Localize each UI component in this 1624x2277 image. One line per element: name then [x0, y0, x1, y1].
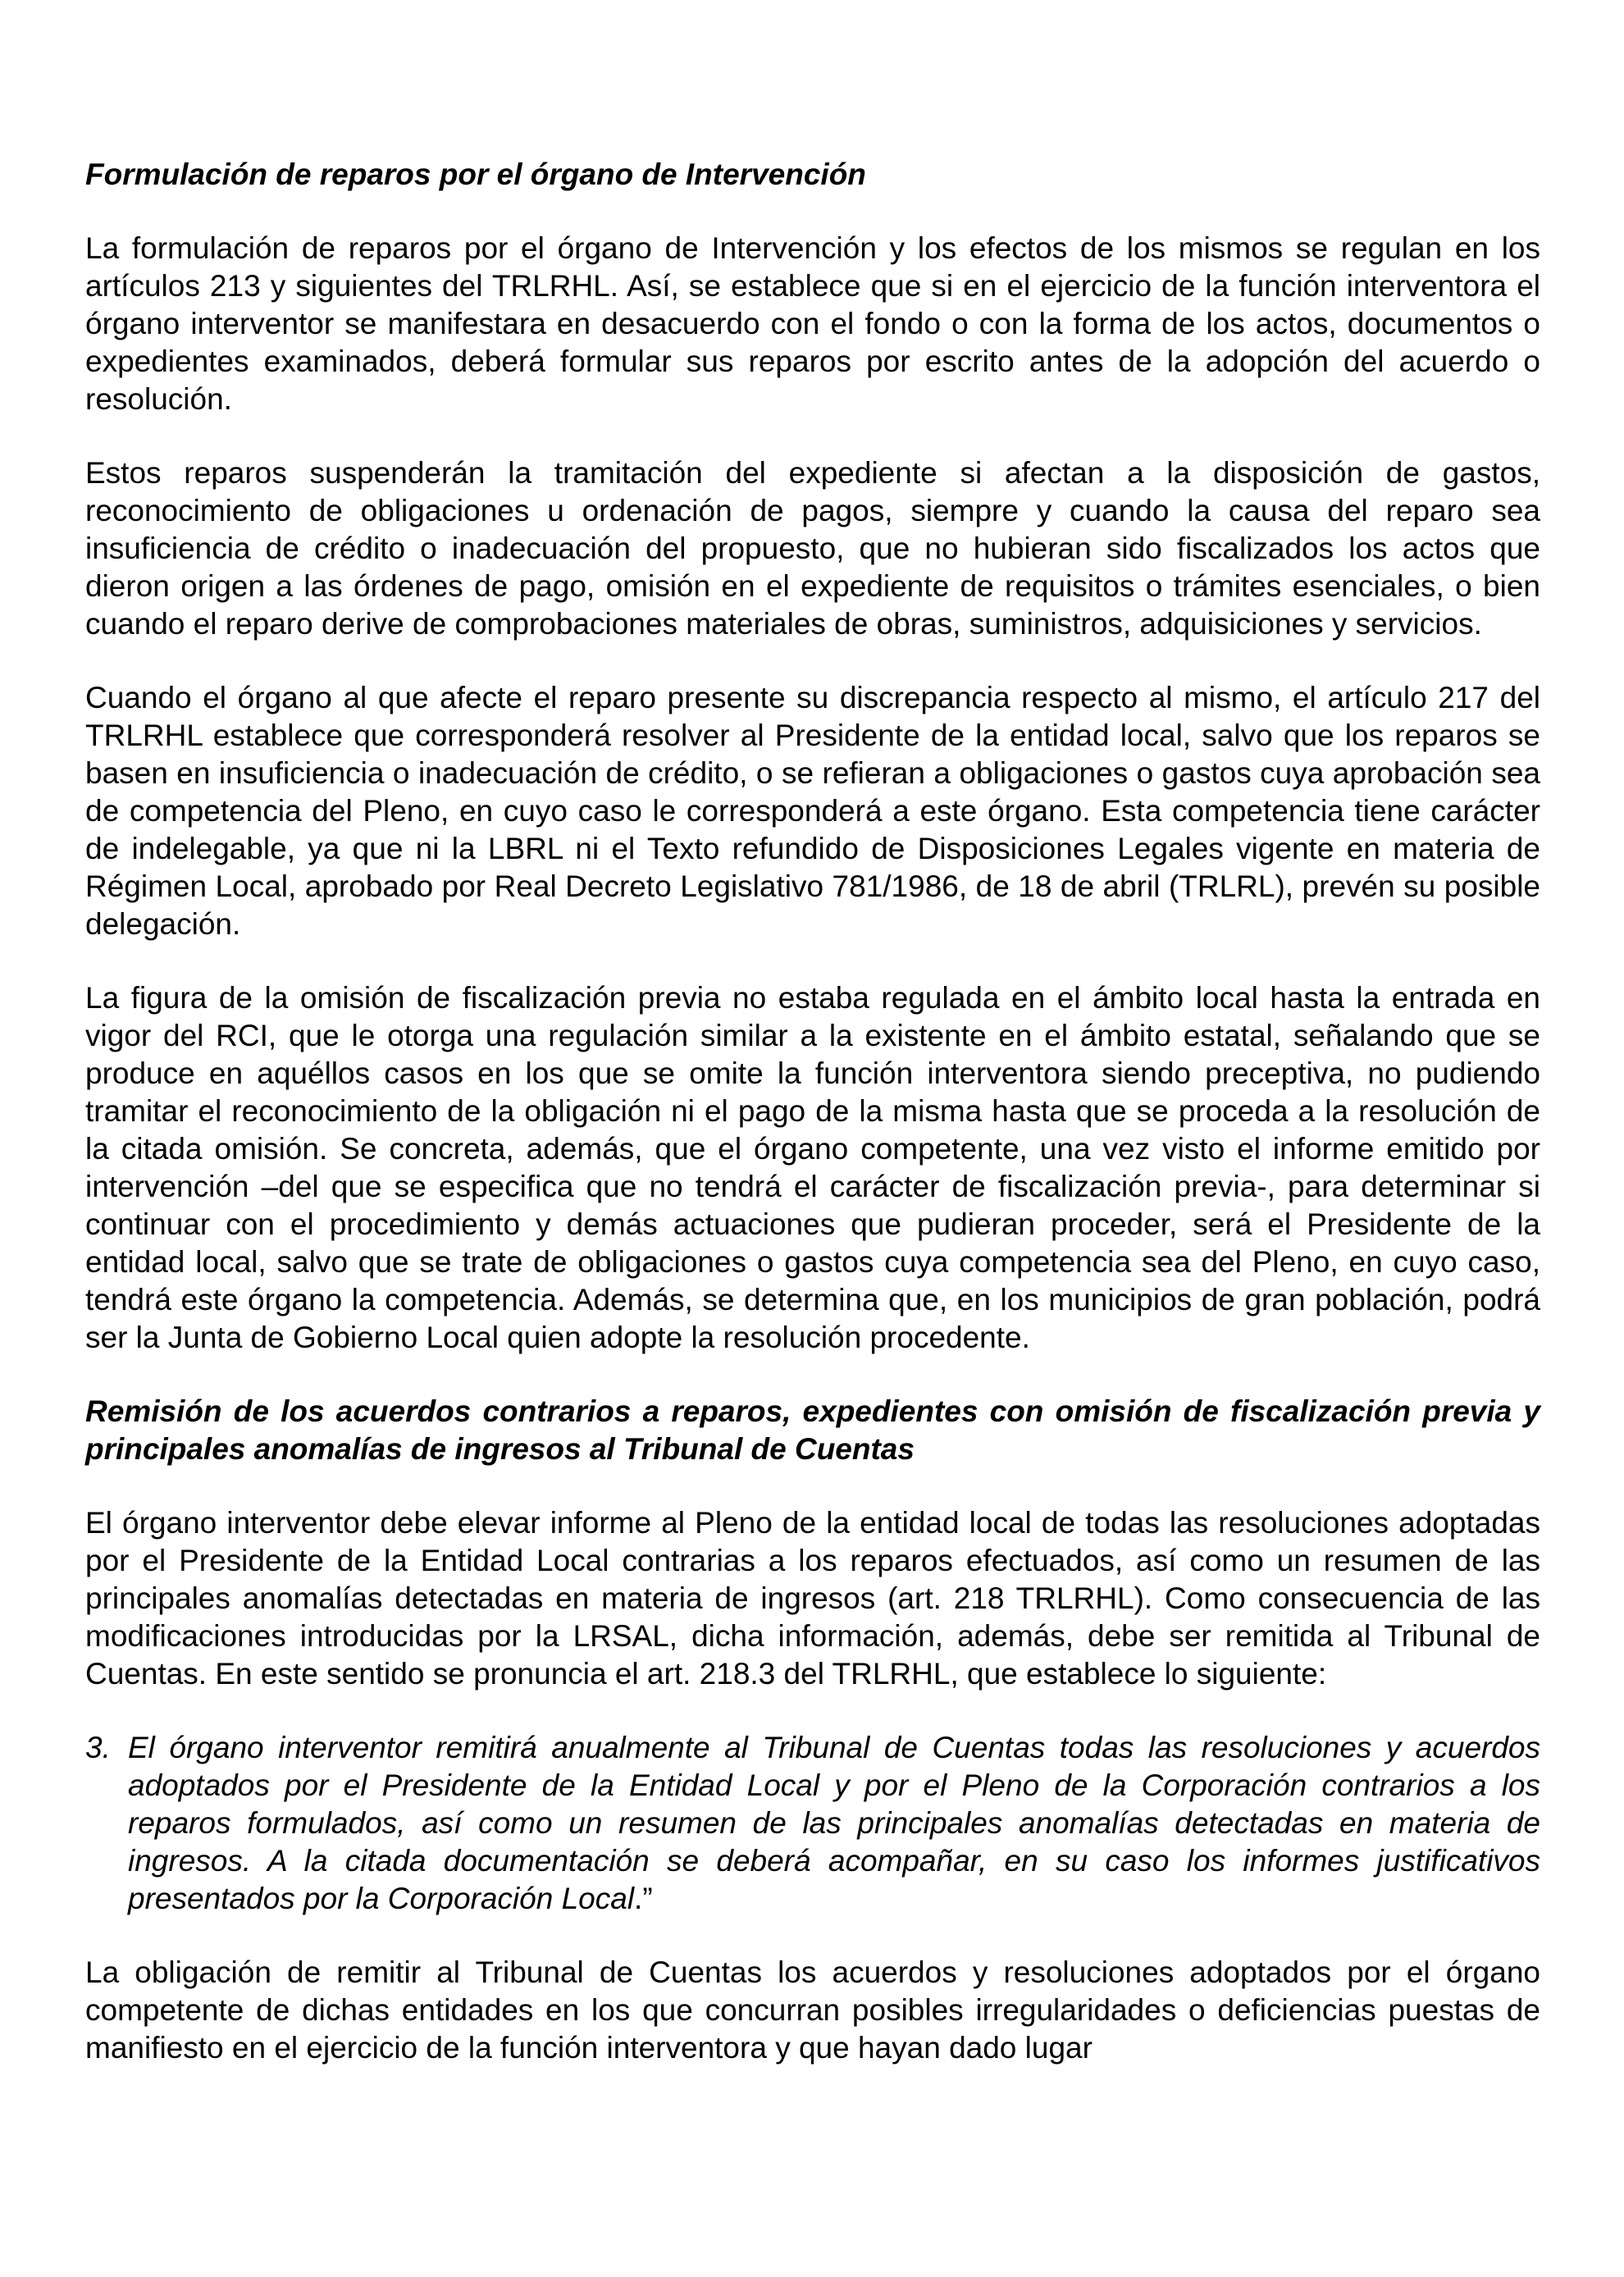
quote-number: 3.	[85, 1731, 111, 1764]
paragraph-obligacion: La obligación de remitir al Tribunal de Cuentas los acuerdos y resoluciones adoptados por el órgano competente de dichas entidades en los que concurran posibles irregularidades o deficiencias puestas de manifiesto en el ejercicio de la función interventora y que hayan dado lugar	[85, 1955, 1540, 2065]
paragraph-discrepancia: Cuando el órgano al que afecte el reparo presente su discrepancia respecto al mismo, el artículo 217 del TRLRHL establece que corresponderá resolver al Presidente de la entidad local, salvo que los reparos se basen en insuficiencia o inadecuación de crédito, o se refieran a obligaciones o gastos cuya aprobación sea de competencia del Pleno, en cuyo caso le corresponderá a este órgano. Esta competencia tiene carácter de indelegable, ya que ni la LBRL ni el Texto refundido de Disposiciones Legales vigente en materia de Régimen Local, aprobado por Real Decreto Legislativo 781/1986, de 18 de abril (TRLRL), prevén su posible delegación.	[85, 681, 1540, 941]
paragraph-informe-pleno: El órgano interventor debe elevar informe al Pleno de la entidad local de todas las resoluciones adoptadas por el Presidente de la Entidad Local contrarias a los reparos efectuados, así como un resumen de las principales anomalías detectadas en materia de ingresos (art. 218 TRLRHL). Como consecuencia de las modificaciones introducidas por la LRSAL, dicha información, además, debe ser remitida al Tribunal de Cuentas. En este sentido se pronuncia el art. 218.3 del TRLRHL, que establece lo siguiente:	[85, 1506, 1540, 1691]
paragraph-omision: La figura de la omisión de fiscalización previa no estaba regulada en el ámbito local hasta la entrada en vigor del RCI, que le otorga una regulación similar a la existente en el ámbito estatal, señalando que se produce en aquéllos casos en los que se omite la función interventora siendo preceptiva, no pudiendo tramitar el reconocimiento de la obligación ni el pago de la misma hasta que se proceda a la resolución de la citada omisión. Se concreta, además, que el órgano competente, una vez visto el informe emitido por intervención –del que se especifica que no tendrá el carácter de fiscalización previa-, para determinar si continuar con el procedimiento y demás actuaciones que pudieran proceder, será el Presidente de la entidad local, salvo que se trate de obligaciones o gastos cuya competencia sea del Pleno, en cuyo caso, tendrá este órgano la competencia. Además, se determina que, en los municipios de gran población, podrá ser la Junta de Gobierno Local quien adopte la resolución procedente.	[85, 981, 1540, 1354]
quote-closing: .”	[634, 1882, 653, 1915]
quote-text-block	[128, 1729, 1540, 1918]
quoted-article	[85, 1729, 1540, 1918]
quote-text: El órgano interventor remitirá anualmente al Tribunal de Cuentas todas las resoluciones y acuerdos adoptados por el Presidente de la Entidad Local y por el Pleno de la Corporación contrarios a los reparos formulados, así como un resumen de las principales anomalías detectadas en materia de ingresos. A la citada documentación se deberá acompañar, en su caso los informes justificativos presentados por la Corporación Local	[128, 1731, 1540, 1915]
paragraph-suspension: Estos reparos suspenderán la tramitación del expediente si afectan a la disposición de gastos, reconocimiento de obligaciones u ordenación de pagos, siempre y cuando la causa del reparo sea insuficiencia de crédito o inadecuación del propuesto, que no hubieran sido fiscalizados los actos que dieron origen a las órdenes de pago, omisión en el expediente de requisitos o trámites esenciales, o bien cuando el reparo derive de comprobaciones materiales de obras, suministros, adquisiciones y servicios.	[85, 456, 1540, 641]
document-page	[85, 156, 1540, 2103]
paragraph-formulacion: La formulación de reparos por el órgano de Intervención y los efectos de los mismos se regulan en los artículos 213 y siguientes del TRLRHL. Así, se establece que si en el ejercicio de la función interventora el órgano interventor se manifestara en desacuerdo con el fondo o con la forma de los actos, documentos o expedientes examinados, deberá formular sus reparos por escrito antes de la adopción del acuerdo o resolución.	[85, 231, 1540, 416]
section-heading-remision: Remisión de los acuerdos contrarios a reparos, expedientes con omisión de fiscalización previa y principales anomalías de ingresos al Tribunal de Cuentas	[85, 1394, 1540, 1466]
section-heading-reparos: Formulación de reparos por el órgano de Intervención	[85, 157, 866, 191]
